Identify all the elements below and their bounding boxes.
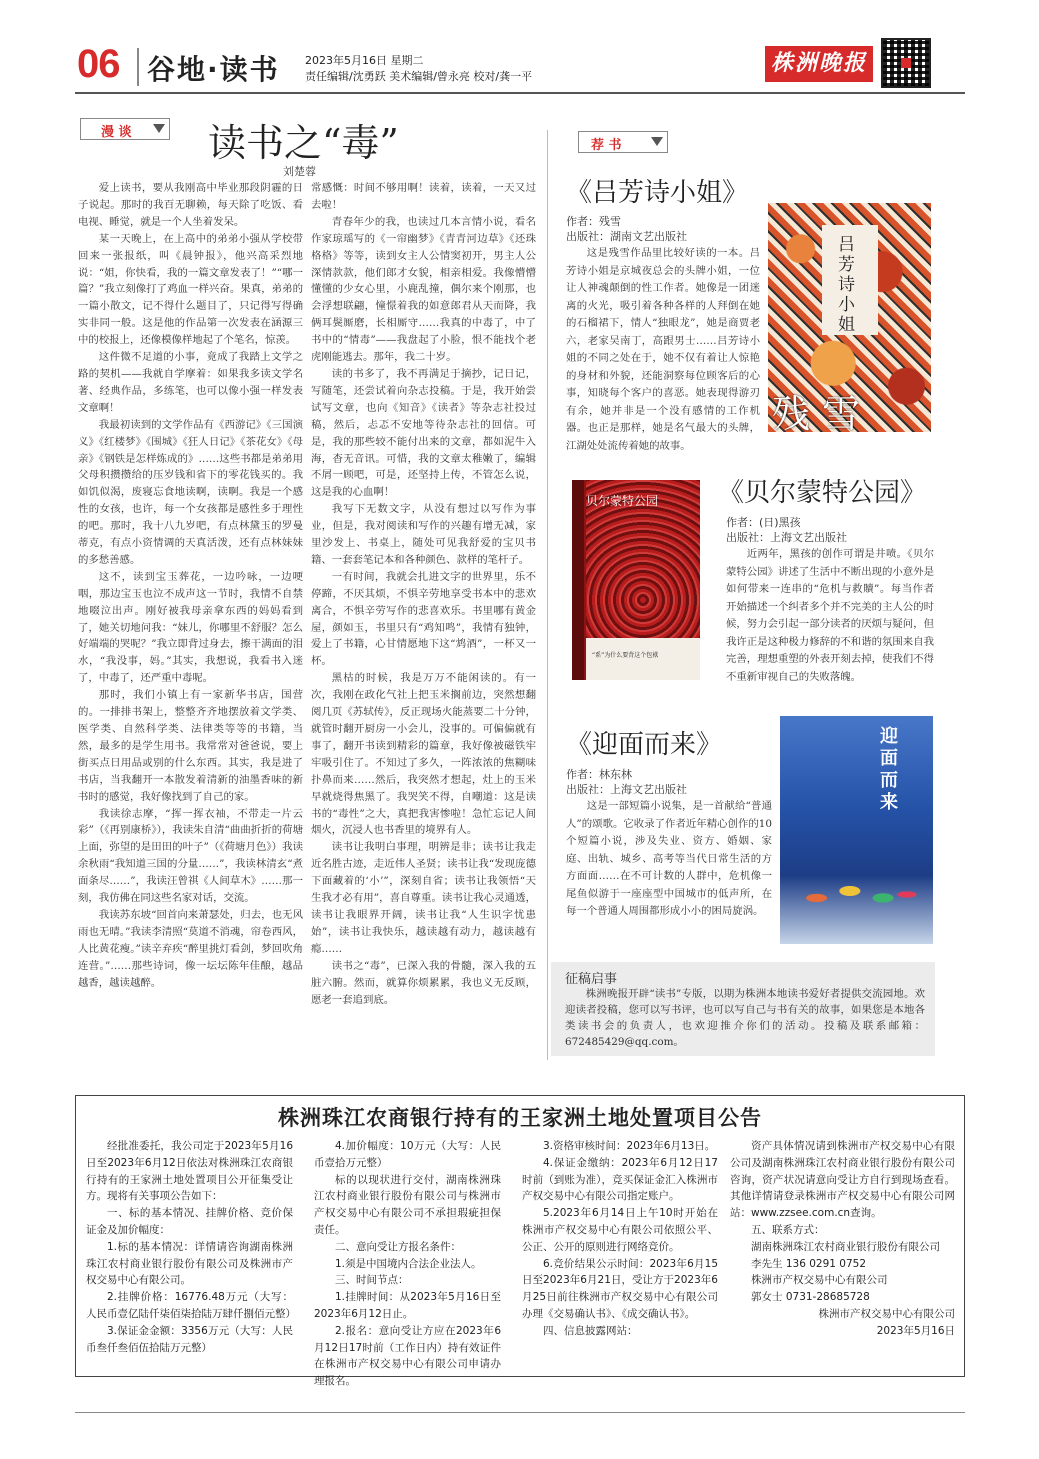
section-title: 谷地·读书 bbox=[147, 53, 280, 86]
article-paragraph: 读的书多了，我不再满足于摘抄，记日记，写随笔，还尝试着向杂志投稿。于是，我开始尝试写文章，也向《知音》《读者》等杂志社投过稿，然后，忐忑不安地等待杂志社的回信。可是，我的那些较不能付出来的文章，都如泥牛入海，杳无音讯。可惜，我的文章太稚嫩了，编辑不屑一顾吧，可是，还坚持上传，不管怎么说，这是我的心血啊！ bbox=[311, 367, 536, 499]
article-tag-label: 漫 谈 bbox=[101, 125, 132, 140]
article-paragraph: 爱上读书，要从我刚高中毕业那段阴霾的日子说起。那时的我百无聊赖，每天除了吃饭、看电视、睡觉，就是一个人坐着发呆。 bbox=[78, 182, 303, 228]
notice-line: 1.挂牌时间：从2023年5月16日至2023年6月12日止。 bbox=[314, 1291, 501, 1320]
article-author: 刘楚蓉 bbox=[283, 165, 316, 178]
book-title: 《贝尔蒙特公园》 bbox=[718, 478, 927, 508]
article-paragraph: 这件微不足道的小事，竟成了我踏上文学之路的契机——我就自学摩着：如果我多读文学名著、经典作品，多练笔，也可以像小强一样发表文章啊！ bbox=[78, 351, 303, 414]
header-rule bbox=[75, 92, 965, 94]
article-paragraph: 青春年少的我，也读过几本言情小说，看名作家琼瑶写的《一帘幽梦》《青青河边草》《还珠格格》等等，读到女主人公情窦初开，男主人公深情款款，他们郎才女貌，相亲相爱。我像懵懵懂懂的少女心里，小鹿乱撞，偶尔来个刚那，也会浮想联翩，憧憬着我的如意郎君从天而降，我俩耳鬓厮磨，长相厮守……我真的中毒了，中了书中的“情毒”——我盘起了小脸，恨不能找个老虎刚能逃去。那年，我二十岁。 bbox=[311, 215, 536, 364]
date-line: 2023年5月16日 星期二 bbox=[305, 54, 424, 67]
call-text bbox=[565, 986, 925, 1050]
article-paragraph: 某一天晚上，在上高中的弟弟小强从学校带回来一张报纸，叫《晨钟报》，他兴高采烈地说：“姐，你快看，我的一篇文章发表了！”“哪一篇？”我立刻像打了鸡血一样兴奋。果真，弟弟的一篇小散文，记不得什么题目了，只记得写得确实非同一般。这是他的作品第一次发表在涵源三中的校报上，还像模像样地起了个笔名，惊羡。 bbox=[78, 232, 303, 347]
notice-line: 李先生 136 0291 0752 bbox=[751, 1257, 866, 1270]
book-description bbox=[566, 798, 772, 921]
notice-line: 四、信息披露网站： bbox=[543, 1324, 638, 1337]
notice-title: 株洲珠江农商银行持有的王家洲土地处置项目公告 bbox=[278, 1106, 762, 1130]
article-paragraph: 那时，我们小镇上有一家新华书店，国营的。一排排书架上，整整齐齐地摆放着文学类、医学类、自然科学类、法律类等等的书籍，当然，最多的是学生用书。我常常对爸爸说，要上街买点日用品或别的什么东西。其实，我是进了书店，当我翻开一本散发着清新的油墨香味的新书时的感觉，我好像找到了自己的家。 bbox=[78, 689, 303, 803]
notice-line: 5.2023年6月14日上午10时开始在株洲市产权交易中心有限公司依照公平、公正、公开的原则进行网络竞价。 bbox=[522, 1207, 718, 1253]
bank-notice bbox=[75, 1095, 965, 1388]
article-paragraph: 读书让我明白事理，明辨是非；读书让我走近名胜古迹，走近伟人圣贤；读书让我“发现庞德下面藏着的‘小’”，深刻自省；读书让我领悟“天生我才必有用”，喜自尊重。读书让我心灵通透，读书让我眼界开阔，读书让我“人生识字忧患始”，读书让我快乐，越读越有动力，越读越有瘾…… bbox=[311, 841, 536, 955]
cover-band bbox=[586, 638, 700, 680]
article-title: 读书之“毒” bbox=[208, 121, 399, 165]
notice-line: 郭女士 0731-28685728 bbox=[751, 1291, 870, 1304]
article-column-2 bbox=[311, 180, 536, 1008]
notice-line: 4.加价幅度：10万元（大写：人民币壹拾万元整） bbox=[314, 1140, 501, 1169]
book-description-text: 这是残雪作品里比较好读的一本。吕芳诗小姐是京城夜总会的头牌小姐，一位让人神魂颠倒的性工作者。她像是一团迷离的火光，吸引着各种各样的人拜倒在她的石榴裙下，情人“独眼龙”，她是商贾老六，老家吴南丁，高跟男士……吕芳诗小姐的不同之处在于，她不仅有着让人惊艳的身材和外貌，还能洞察每位顾客后的心事，知晓每个客户的喜恶。她表现得游刃有余，她并非是一个没有感情的工作机器。也正是那样，她是名气最大的头牌，江湖处处流传着她的故事。 bbox=[566, 247, 760, 452]
notice-column-4 bbox=[730, 1138, 955, 1340]
book-cover-image bbox=[572, 480, 700, 680]
book-cover-image bbox=[780, 716, 933, 944]
recommend-tag-label: 荐 书 bbox=[591, 138, 622, 153]
article-paragraph: 我最初读到的文学作品有《西游记》《三国演义》《红楼梦》《围城》《狂人日记》《茶花女》《母亲》《钢铁是怎样炼成的》……这些书都是弟弟用父母积攒攒给的压岁钱和省下的零花钱买的。我如饥似渴，废寝忘食地读啊，读啊。我是一个感性的女孩，也许，每一个女孩都是感性多于理性的吧。那时，我十八九岁吧，有点林黛玉的罗曼蒂克，有点小资情调的天真活泼，还有点林妹妹的多愁善感。 bbox=[78, 418, 303, 566]
notice-line: 2023年5月16日 bbox=[876, 1324, 955, 1337]
article-paragraph: 我读苏东坡“回首向来萧瑟处，归去，也无风雨也无晴。”我读李清照“莫道不消魂，帘卷西风，人比黄花瘦。”读辛弃疾“醉里挑灯看剑，梦回吹角连营。”……那些诗词，像一坛坛陈年佳酿，越品越香，越读越醉。 bbox=[78, 908, 303, 989]
article-paragraph: 常感慨：时间不够用啊！读着，读着，一天又过去啦！ bbox=[311, 182, 536, 211]
page-header bbox=[75, 38, 965, 90]
notice-line: 五、联系方式： bbox=[751, 1223, 825, 1236]
triangle-icon bbox=[651, 137, 663, 146]
notice-line: 3.资格审核时间：2023年6月13日。 bbox=[543, 1140, 716, 1152]
notice-line: 一、标的基本情况、挂牌价格、竞价保证金及加价幅度： bbox=[86, 1207, 293, 1236]
cover-author: 残 雪 bbox=[772, 392, 861, 432]
book-title: 《吕芳诗小姐》 bbox=[566, 178, 749, 208]
editors-line: 责任编辑/沈勇跃 美术编辑/曾永亮 校对/龚一平 bbox=[305, 70, 533, 83]
book-description bbox=[566, 245, 760, 455]
book-author: 作者：林东林 bbox=[566, 768, 632, 781]
call-for-submissions bbox=[551, 962, 935, 1056]
cover-title: 吕芳诗小姐 bbox=[838, 235, 855, 335]
book-publisher: 出版社：上海文艺出版社 bbox=[566, 783, 687, 796]
cover-band-text: “系”为什么要背这个包袱 bbox=[592, 652, 659, 659]
book-description-text: 这是一部短篇小说集，是一首献给“普通人”的颂歌。它收录了作者近年精心创作的10个短篇小说，涉及失业、资方、婚姻、家庭、出轨、城乡、高考等当代日常生活的方方面面……在不可计数的人群中，危机像一尾鱼似游于一座座型中国城市的低声所，在每一个普通人周围都形成小小的困局旋涡。 bbox=[566, 800, 772, 917]
notice-column-2 bbox=[314, 1138, 501, 1390]
book-author: 作者：残雪 bbox=[566, 215, 621, 228]
article-column-1 bbox=[78, 180, 303, 992]
article-paragraph: 我写下无数文字，从没有想过以写作为事业，但是，我对阅读和写作的兴趣有增无减，家里沙发上、书桌上，随处可见我舒爱的宝贝书籍、一套套笔记本和各种颜色、款样的笔杆子。 bbox=[311, 503, 536, 566]
notice-line: 经批准委托，我公司定于2023年5月16日至2023年6月12日依法对株洲珠江农商银行持有的王家洲土地处置项目公开征集受让方。现将有关事项公告如下： bbox=[86, 1140, 293, 1203]
notice-line: 3.保证金金额：3356万元（大写：人民币叁仟叁佰伍拾陆万元整） bbox=[86, 1324, 293, 1354]
cover-illustration bbox=[790, 856, 923, 926]
book-description bbox=[726, 546, 934, 686]
article-paragraph: 我读徐志摩，“挥一挥衣袖，不带走一片云彩”（《再别康桥》），我读朱自清“曲曲折折的荷塘上面，弥望的是田田的叶子”（《荷塘月色》）我读余秋雨“我知道三国的分量……”，我读林清玄“煮面条尽……”，我读汪曾祺《人间草木》……那一刻，我仿佛在同这些名家对话，交流。 bbox=[78, 807, 303, 905]
article-paragraph: 这不，读到宝玉葬花，一边吟咏，一边哽咽，那边宝玉也泣不成声这一节时，我情不自禁地啜泣出声。刚好被我母亲拿东西的妈妈看到了，她关切地问我：“妹儿，你哪里不舒服？怎么好端端的哭呢？”我立即背过身去，擦干满面的泪水，“我没事，妈。”其实，我想说，我看书入迷了，中毒了，还严重中毒呢。 bbox=[78, 570, 303, 685]
cover-spine bbox=[572, 480, 584, 680]
triangle-icon bbox=[153, 124, 165, 133]
notice-line: 2.挂牌价格：16776.48万元（大写：人民币壹亿陆仟柒佰柒拾陆万肆仟捌佰元整） bbox=[86, 1291, 296, 1320]
newspaper-logo: 株洲晚报 bbox=[765, 46, 873, 82]
qr-code-icon bbox=[881, 38, 931, 88]
cover-title: 迎面而来 bbox=[880, 726, 898, 813]
book-author: 作者：(日)黑孩 bbox=[726, 516, 801, 529]
call-title: 征稿启事 bbox=[565, 972, 618, 987]
notice-line: 标的以现状进行交付，湖南株洲珠江农村商业银行股份有限公司与株洲市产权交易中心有限公司不承担瑕疵担保责任。 bbox=[314, 1173, 501, 1236]
header-divider bbox=[137, 48, 139, 86]
notice-line: 湖南株洲珠江农村商业银行股份有限公司 bbox=[751, 1240, 940, 1253]
cover-title: 贝尔蒙特公园 bbox=[586, 494, 659, 508]
notice-line: 1.标的基本情况：详情请咨询湖南株洲珠江农村商业银行股份有限公司及株洲市产权交易中心有限公司。 bbox=[86, 1240, 293, 1287]
article-paragraph: 读书之“毒”，已深入我的骨髓，深入我的五脏六腑。然而，就算你烦累累，我也义无反顾，愿老一套追到底。 bbox=[311, 959, 536, 1006]
notice-column-3 bbox=[522, 1138, 718, 1340]
notice-line: 1.须是中国境内合法企业法人。 bbox=[335, 1257, 482, 1270]
book-description-text: 近两年，黑孩的创作可谓是井喷。《贝尔蒙特公园》讲述了生活中不断出现的小意外是如何带来一连串的“危机与救贖”。每当作者开始描述一个纠者多个并不完美的主人公的时候，努力会引起一部分读者的厌烦与疑问，但我许正是这种极力修辞的不和谐的氛围来自我完善，理想重塑的外表开刻去掉，使我们不得不重新审视自己的失败落魄。 bbox=[726, 548, 934, 683]
notice-line: 二、意向受让方报名条件： bbox=[335, 1240, 461, 1253]
notice-line: 4.保证金缴纳：2023年6月12日17时前（到账为准），竞买保证金汇入株洲市产权交易中心有限公司指定账户。 bbox=[522, 1156, 718, 1203]
notice-line: 6.竞价结果公示时间：2023年6月15日至2023年6月21日，受让方于2023年6月25日前往株洲市产权交易中心有限公司办理《交易确认书》、《成交确认书》。 bbox=[522, 1257, 718, 1320]
article-tag bbox=[80, 118, 170, 140]
notice-column-1 bbox=[86, 1138, 296, 1356]
book-publisher: 出版社：上海文艺出版社 bbox=[726, 531, 847, 544]
book-publisher: 出版社：湖南文艺出版社 bbox=[566, 230, 687, 243]
notice-line: 资产具体情况请到株洲市产权交易中心有限公司及湖南株洲珠江农村商业银行股份有限公司咨询，资产状况请意向受让方自行到现场查看。其他详情请登录株洲市产权交易中心有限公司网站：www.zzsee.com.cn查询。 bbox=[730, 1140, 955, 1220]
notice-line: 2.报名：意向受让方应在2023年6月12日17时前（工作日内）持有效证件在株洲市产权交易中心有限公司申请办理报名。 bbox=[314, 1324, 501, 1388]
book-cover-image bbox=[768, 203, 931, 432]
recommend-tag bbox=[578, 131, 668, 153]
notice-line: 株洲市产权交易中心有限公司 bbox=[818, 1307, 955, 1320]
notice-line: 三、时间节点： bbox=[335, 1274, 409, 1287]
call-text-body: 株洲晚报开辟“读书”专版，以期为株洲本地读书爱好者提供交流园地。欢迎读者投稿，您可以写书评，也可以写自己与书有关的故事，如果您是本地各类读书会的负责人，也欢迎推介你们的活动。投稿及联系邮箱：672485429@qq.com。 bbox=[565, 988, 925, 1048]
notice-line: 株洲市产权交易中心有限公司 bbox=[751, 1274, 888, 1287]
article-paragraph: 黑枯的时候，我是万万不能闲读的。有一次，我刚在政化气社上把玉米搁前边，突然想翻阅几页《苏轼传》，反正现场火能蒸要二十分钟，就管时翻开厨房一小会儿，没事的。可偏偏就有事了，翻开书读到精彩的篇章，我好像被磁铁牢牢吸引住了。不知过了多久，一阵浓浓的焦糊味扑鼻而来……然后，我突然才想起，灶上的玉米早就烧得焦黑了。我哭笑不得，自嘲道：这是读书的“毒性”之大，真把我害惨啦！急忙忘记人间烟火，沉浸人也书香里的境界有人。 bbox=[311, 672, 536, 837]
book-title: 《迎面而来》 bbox=[566, 730, 723, 760]
bottom-rule bbox=[75, 1412, 965, 1413]
article-paragraph: 一有时间，我就会扎进文字的世界里，乐不停蹄，不厌其烦，不惧辛劳地享受书本中的悲欢离合，不惧辛劳写作的悲喜欢乐。书里哪有黄金屋，颜如玉，书里只有“鸡知鸣”，我情有独钟，爱上了书籍，心甘情愿地下这“鸩酒”，一杯又一杯。 bbox=[311, 570, 536, 668]
cover-label bbox=[822, 225, 878, 335]
column-divider bbox=[547, 130, 548, 1060]
page-number: 06 bbox=[77, 42, 120, 86]
